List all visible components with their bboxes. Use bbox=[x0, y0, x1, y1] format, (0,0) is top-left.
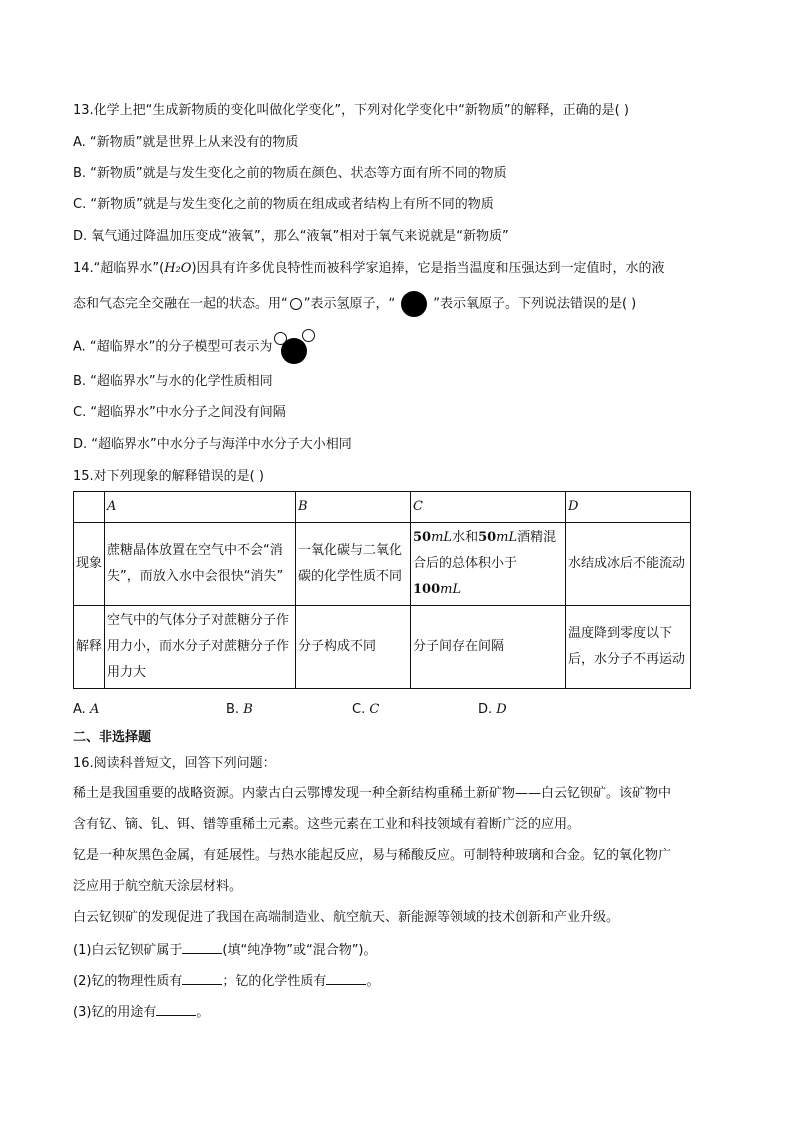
q16-paragraph-2-line-1: 钇是一种灰黑色金属，有延展性。与热水能起反应，易与稀酸反应。可制特种玻璃和合金。钇的氧化物广 bbox=[73, 848, 672, 863]
water-formula: H₂O bbox=[164, 261, 192, 276]
q13-option-a: A. “新物质”就是世界上从来没有的物质 bbox=[73, 135, 299, 150]
q14-line2-post: ”表示氧原子。下列说法错误的是( ) bbox=[433, 296, 637, 312]
q16-stem: 16.阅读科普短文，回答下列问题： bbox=[73, 756, 276, 771]
table-header-b: B bbox=[296, 492, 411, 523]
explanation-c: 分子间存在间隔 bbox=[411, 606, 566, 689]
q15-table bbox=[73, 491, 691, 689]
phenomenon-b: 一氧化碳与二氧化碳的化学性质不同 bbox=[296, 523, 411, 606]
q16-paragraph-1-line-1: 稀土是我国重要的战略资源。内蒙古白云鄂博发现一种全新结构重稀土新矿物——白云钇钡矿。该矿物中 bbox=[73, 786, 672, 801]
oxygen-atom-icon bbox=[401, 291, 427, 317]
table-row bbox=[74, 606, 691, 689]
answer-blank[interactable] bbox=[326, 973, 366, 985]
q13-option-b: B. “新物质”就是与发生变化之前的物质在颜色、状态等方面有所不同的物质 bbox=[73, 166, 507, 181]
q14-stem-line2 bbox=[73, 291, 636, 317]
q14-stem-post: )因具有许多优良特性而被科学家追捧，它是指当温度和压强达到一定值时，水的液 bbox=[191, 261, 665, 276]
phenomenon-c: 50mL水和50mL酒精混合后的总体积小于100mL bbox=[411, 523, 566, 606]
q16-paragraph-2-line-2: 泛应用于航空航天涂层材料。 bbox=[73, 879, 243, 894]
q16-subquestion-3: (3)钇的用途有 。 bbox=[73, 1005, 210, 1020]
phenomenon-d: 水结成冰后不能流动 bbox=[566, 523, 691, 606]
explanation-a: 空气中的气体分子对蔗糖分子作用力小，而水分子对蔗糖分子作用力大 bbox=[105, 606, 296, 689]
q16-subquestion-2: (2)钇的物理性质有 ；钇的化学性质有 。 bbox=[73, 974, 380, 989]
phenomenon-a: 蔗糖晶体放置在空气中不会“消失”，而放入水中会很快“消失” bbox=[105, 523, 296, 606]
q14-option-b: B. “超临界水”与水的化学性质相同 bbox=[73, 374, 273, 389]
row-label-explanation: 解释 bbox=[74, 606, 105, 689]
q14-line2-mid: ”表示氢原子，“ bbox=[303, 296, 396, 312]
q13-stem: 13.化学上把“生成新物质的变化叫做化学变化”，下列对化学变化中“新物质”的解释，正确的是( ) bbox=[73, 103, 629, 118]
table-header-d: D bbox=[566, 492, 691, 523]
row-label-phenomenon: 现象 bbox=[74, 523, 105, 606]
q15-choice-c: C. C bbox=[352, 702, 380, 717]
section-heading: 二、非选择题 bbox=[73, 730, 152, 745]
q15-stem: 15.对下列现象的解释错误的是( ) bbox=[73, 469, 264, 484]
answer-blank[interactable] bbox=[182, 973, 222, 985]
explanation-d: 温度降到零度以下后，水分子不再运动 bbox=[566, 606, 691, 689]
q14-option-a-text: A. “超临界水”的分子模型可表示为 bbox=[73, 339, 273, 355]
q14-option-c: C. “超临界水”中水分子之间没有间隔 bbox=[73, 405, 286, 420]
q14-option-d: D. “超临界水”中水分子与海洋中水分子大小相同 bbox=[73, 437, 352, 452]
water-molecule-model-icon bbox=[274, 332, 318, 362]
q13-option-c: C. “新物质”就是与发生变化之前的物质在组成或者结构上有所不同的物质 bbox=[73, 197, 494, 212]
q15-choice-d: D. D bbox=[478, 702, 507, 717]
table-header-c: C bbox=[411, 492, 566, 523]
table-header-a: A bbox=[105, 492, 296, 523]
q14-option-a bbox=[73, 332, 318, 362]
q14-stem bbox=[73, 262, 665, 275]
q14-line2-pre: 态和气态完全交融在一起的状态。用“ bbox=[73, 296, 288, 312]
table-header-row bbox=[74, 492, 691, 523]
q16-paragraph-1-line-2: 含有钇、镝、钆、铒、镨等重稀土元素。这些元素在工业和科技领域有着断广泛的应用。 bbox=[73, 817, 581, 832]
q16-paragraph-3: 白云钇钡矿的发现促进了我国在高端制造业、航空航天、新能源等领域的技术创新和产业升级。 bbox=[73, 910, 620, 925]
table-row bbox=[74, 523, 691, 606]
q16-subquestion-1: (1)白云钇钡矿属于 (填“纯净物”或“混合物”)。 bbox=[73, 943, 377, 958]
q15-choice-a: A. A bbox=[73, 702, 100, 717]
q14-stem-pre: 14.“超临界水”( bbox=[73, 261, 165, 276]
answer-blank[interactable] bbox=[156, 1004, 196, 1016]
hydrogen-atom-icon bbox=[290, 298, 302, 310]
explanation-b: 分子构成不同 bbox=[296, 606, 411, 689]
q13-option-d: D. 氧气通过降温加压变成“液氧”，那么“液氧”相对于氧气来说就是“新物质” bbox=[73, 229, 509, 244]
q15-choice-b: B. B bbox=[226, 702, 253, 717]
answer-blank[interactable] bbox=[182, 942, 222, 954]
